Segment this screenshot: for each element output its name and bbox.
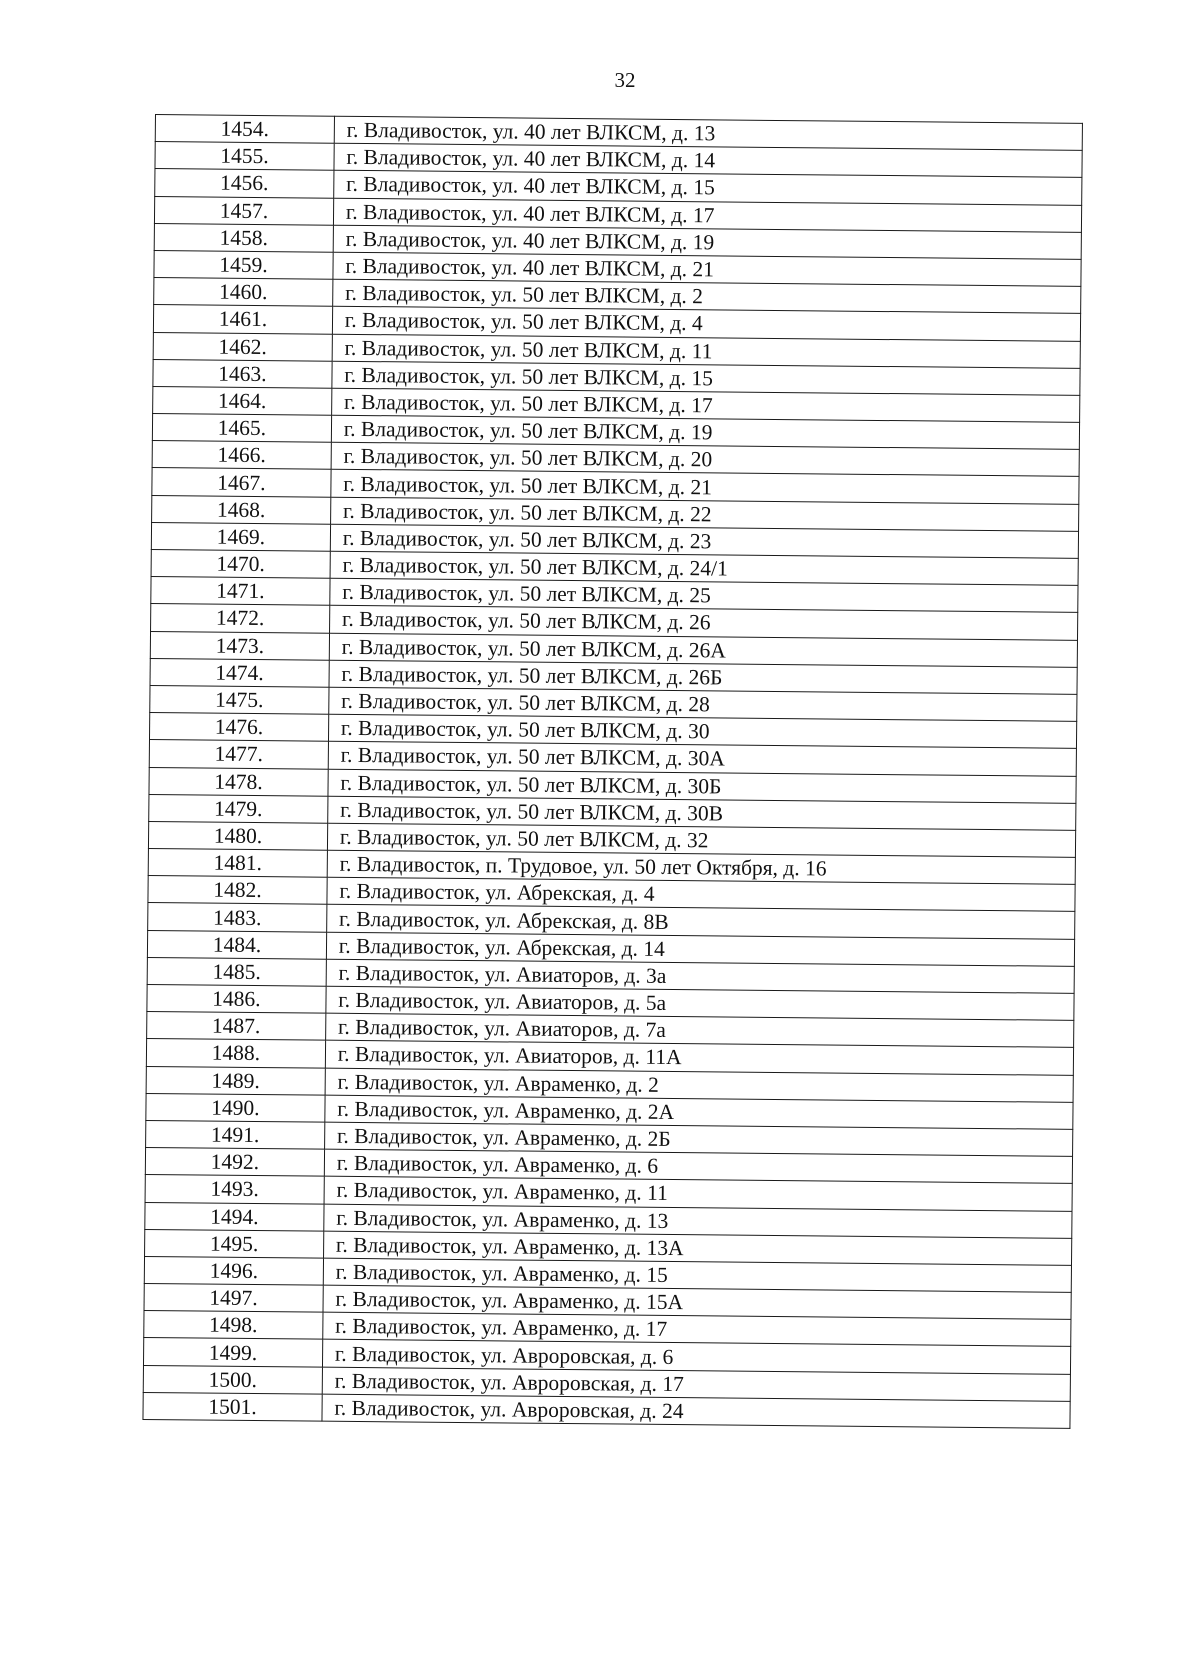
address-cell: г. Владивосток, ул. Авраменко, д. 2Б (324, 1122, 1072, 1156)
address-cell: г. Владивосток, ул. 50 лет ВЛКСМ, д. 15 (332, 361, 1080, 395)
address-cell: г. Владивосток, ул. Авраменко, д. 2 (325, 1068, 1073, 1102)
address-cell: г. Владивосток, ул. 40 лет ВЛКСМ, д. 19 (333, 225, 1081, 259)
row-number-cell: 1473. (150, 631, 329, 660)
address-cell: г. Владивосток, ул. 40 лет ВЛКСМ, д. 14 (334, 143, 1082, 177)
row-number-cell: 1463. (153, 359, 332, 388)
address-cell: г. Владивосток, ул. Авроровская, д. 17 (322, 1367, 1070, 1401)
row-number-cell: 1494. (145, 1202, 324, 1231)
row-number-cell: 1467. (152, 468, 331, 497)
address-cell: г. Владивосток, ул. Авраменко, д. 13 (324, 1204, 1072, 1238)
address-cell: г. Владивосток, ул. 50 лет ВЛКСМ, д. 19 (331, 415, 1079, 449)
address-cell: г. Владивосток, ул. 50 лет ВЛКСМ, д. 30В (328, 796, 1076, 830)
address-cell: г. Владивосток, ул. Авиаторов, д. 7а (325, 1013, 1073, 1047)
row-number-cell: 1477. (149, 740, 328, 769)
address-cell: г. Владивосток, ул. 50 лет ВЛКСМ, д. 2 (333, 279, 1081, 313)
address-cell: г. Владивосток, ул. 50 лет ВЛКСМ, д. 28 (329, 687, 1077, 721)
address-cell: г. Владивосток, ул. Авиаторов, д. 5а (326, 986, 1074, 1020)
row-number-cell: 1466. (152, 441, 331, 470)
row-number-cell: 1478. (149, 767, 328, 796)
address-cell: г. Владивосток, ул. Авраменко, д. 11 (324, 1176, 1072, 1210)
page-number: 32 (614, 68, 636, 92)
address-cell: г. Владивосток, ул. 40 лет ВЛКСМ, д. 15 (334, 171, 1082, 205)
row-number-cell: 1481. (148, 849, 327, 878)
address-cell: г. Владивосток, ул. 40 лет ВЛКСМ, д. 13 (334, 116, 1082, 150)
row-number-cell: 1459. (154, 250, 333, 279)
row-number-cell: 1456. (155, 169, 334, 198)
row-number-cell: 1479. (149, 794, 328, 823)
row-number-cell: 1470. (151, 549, 330, 578)
row-number-cell: 1497. (144, 1284, 323, 1313)
address-cell: г. Владивосток, ул. Авиаторов, д. 3а (326, 959, 1074, 993)
address-cell: г. Владивосток, ул. 50 лет ВЛКСМ, д. 25 (330, 578, 1078, 612)
address-cell: г. Владивосток, ул. 50 лет ВЛКСМ, д. 30А (328, 742, 1076, 776)
address-cell: г. Владивосток, ул. 50 лет ВЛКСМ, д. 30 (328, 714, 1076, 748)
row-number-cell: 1454. (155, 115, 334, 144)
address-cell: г. Владивосток, ул. Абрекская, д. 14 (326, 932, 1074, 966)
row-number-cell: 1489. (146, 1066, 325, 1095)
row-number-cell: 1465. (152, 414, 331, 443)
address-cell: г. Владивосток, ул. Авраменко, д. 15 (323, 1258, 1071, 1292)
address-cell: г. Владивосток, ул. 50 лет ВЛКСМ, д. 11 (332, 334, 1080, 368)
address-table-body (143, 115, 1082, 1429)
address-cell: г. Владивосток, ул. 40 лет ВЛКСМ, д. 21 (333, 252, 1081, 286)
address-cell: г. Владивосток, ул. 50 лет ВЛКСМ, д. 26 (329, 606, 1077, 640)
row-number-cell: 1496. (144, 1256, 323, 1285)
row-number-cell: 1475. (150, 685, 329, 714)
address-cell: г. Владивосток, ул. 50 лет ВЛКСМ, д. 23 (330, 524, 1078, 558)
row-number-cell: 1485. (147, 957, 326, 986)
row-number-cell: 1471. (151, 577, 330, 606)
row-number-cell: 1464. (153, 386, 332, 415)
row-number-cell: 1484. (147, 930, 326, 959)
address-cell: г. Владивосток, ул. 50 лет ВЛКСМ, д. 22 (330, 497, 1078, 531)
row-number-cell: 1495. (145, 1229, 324, 1258)
row-number-cell: 1488. (146, 1039, 325, 1068)
row-number-cell: 1493. (145, 1175, 324, 1204)
address-cell: г. Владивосток, ул. Авроровская, д. 24 (322, 1394, 1070, 1428)
address-cell: г. Владивосток, ул. 50 лет ВЛКСМ, д. 24/1 (330, 551, 1078, 585)
row-number-cell: 1499. (143, 1338, 322, 1367)
address-cell: г. Владивосток, ул. 50 лет ВЛКСМ, д. 32 (327, 823, 1075, 857)
address-cell: г. Владивосток, ул. Авраменко, д. 17 (323, 1312, 1071, 1346)
address-cell: г. Владивосток, ул. 50 лет ВЛКСМ, д. 21 (331, 470, 1079, 504)
row-number-cell: 1476. (149, 713, 328, 742)
row-number-cell: 1486. (147, 984, 326, 1013)
row-number-cell: 1501. (143, 1392, 322, 1421)
row-number-cell: 1490. (146, 1093, 325, 1122)
row-number-cell: 1492. (145, 1148, 324, 1177)
address-cell: г. Владивосток, ул. 50 лет ВЛКСМ, д. 30Б (328, 769, 1076, 803)
address-cell: г. Владивосток, ул. Авраменко, д. 15А (323, 1285, 1071, 1319)
row-number-cell: 1458. (154, 223, 333, 252)
row-number-cell: 1461. (153, 305, 332, 334)
row-number-cell: 1468. (152, 495, 331, 524)
address-cell: г. Владивосток, ул. 40 лет ВЛКСМ, д. 17 (333, 198, 1081, 232)
row-number-cell: 1483. (148, 903, 327, 932)
address-cell: г. Владивосток, ул. 50 лет ВЛКСМ, д. 17 (331, 388, 1079, 422)
row-number-cell: 1455. (155, 142, 334, 171)
row-number-cell: 1469. (151, 522, 330, 551)
address-cell: г. Владивосток, ул. Авиаторов, д. 11А (325, 1041, 1073, 1075)
address-cell: г. Владивосток, ул. 50 лет ВЛКСМ, д. 26А (329, 633, 1077, 667)
address-cell: г. Владивосток, ул. Авраменко, д. 2А (325, 1095, 1073, 1129)
row-number-cell: 1462. (153, 332, 332, 361)
address-cell: г. Владивосток, ул. Авраменко, д. 6 (324, 1149, 1072, 1183)
address-cell: г. Владивосток, ул. 50 лет ВЛКСМ, д. 4 (332, 307, 1080, 341)
row-number-cell: 1457. (154, 196, 333, 225)
row-number-cell: 1472. (151, 604, 330, 633)
row-number-cell: 1460. (154, 278, 333, 307)
address-cell: г. Владивосток, ул. Абрекская, д. 8В (327, 905, 1075, 939)
row-number-cell: 1491. (146, 1120, 325, 1149)
address-cell: г. Владивосток, ул. 50 лет ВЛКСМ, д. 26Б (329, 660, 1077, 694)
row-number-cell: 1482. (148, 876, 327, 905)
address-cell: г. Владивосток, ул. Авроровская, д. 6 (322, 1340, 1070, 1374)
address-cell: г. Владивосток, ул. Абрекская, д. 4 (327, 877, 1075, 911)
row-number-cell: 1487. (147, 1012, 326, 1041)
address-cell: г. Владивосток, п. Трудовое, ул. 50 лет Октября, д. 16 (327, 850, 1075, 884)
row-number-cell: 1480. (148, 821, 327, 850)
row-number-cell: 1500. (143, 1365, 322, 1394)
row-number-cell: 1474. (150, 658, 329, 687)
address-cell: г. Владивосток, ул. Авраменко, д. 13А (323, 1231, 1071, 1265)
address-table (142, 114, 1082, 1429)
row-number-cell: 1498. (144, 1311, 323, 1340)
address-cell: г. Владивосток, ул. 50 лет ВЛКСМ, д. 20 (331, 442, 1079, 476)
